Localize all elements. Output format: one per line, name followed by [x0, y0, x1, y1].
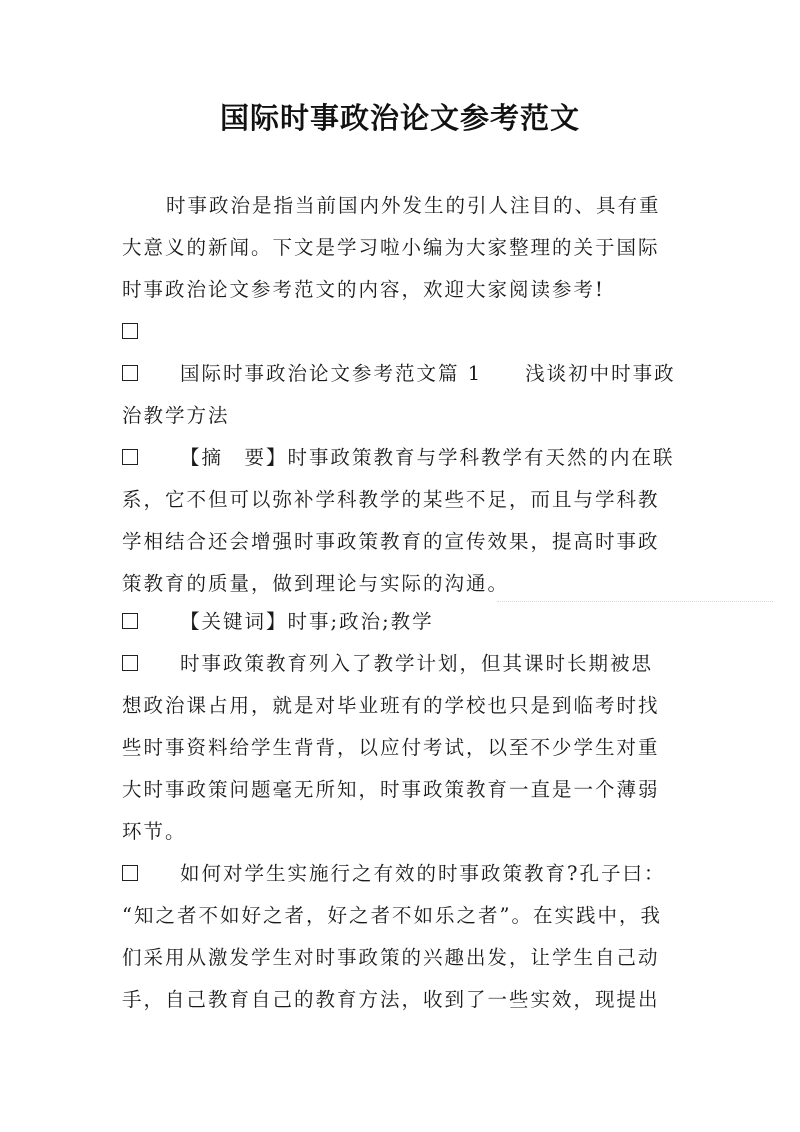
document-title: 国际时事政治论文参考范文	[219, 101, 580, 135]
checkbox-icon	[122, 655, 138, 671]
checkbox-icon	[122, 613, 138, 629]
paragraph-line: 们采用从激发学生对时事政策的兴趣出发，让学生自己动	[122, 946, 660, 969]
paragraph-line: 大时事政策问题毫无所知，时事政策教育一直是一个薄弱	[122, 778, 660, 801]
intro-line	[122, 185, 687, 227]
paragraph-line: “知之者不如好之者，好之者不如乐之者”。在实践中，我	[122, 904, 662, 927]
section-heading	[122, 353, 687, 437]
abstract-line: 【摘 要】时事政策教育与学科教学有天然的内在联	[180, 446, 675, 469]
intro-line: 大意义的新闻。下文是学习啦小编为大家整理的关于国际	[122, 236, 660, 259]
paragraph-line: 些时事资料给学生背背，以应付考试，以至不少学生对重	[122, 736, 660, 759]
intro-paragraph	[122, 185, 687, 311]
heading-text-continued: 治教学方法	[122, 404, 230, 427]
intro-line-text: 时事政治是指当前国内外发生的引人注目的、具有重	[166, 194, 661, 217]
empty-checkbox-line	[122, 311, 687, 353]
body-paragraph-2	[122, 853, 687, 1021]
intro-line: 时事政治论文参考范文的内容，欢迎大家阅读参考!	[122, 278, 605, 301]
checkbox-icon	[122, 365, 138, 381]
paragraph-line: 想政治课占用，就是对毕业班有的学校也只是到临考时找	[122, 694, 660, 717]
paragraph-line: 环节。	[122, 820, 187, 843]
body-paragraph-1	[122, 643, 687, 853]
keywords-line	[122, 601, 687, 643]
paragraph-line: 时事政策教育列入了教学计划，但其课时长期被思	[180, 652, 654, 675]
paragraph-line: 如何对学生实施行之有效的时事政策教育?孔子曰：	[180, 862, 666, 885]
keywords-text: 【关键词】时事;政治;教学	[180, 610, 434, 633]
heading-text: 国际时事政治论文参考范文篇 1 浅谈初中时事政	[180, 362, 676, 385]
paragraph-line: 手，自己教育自己的教育方法，收到了一些实效，现提出	[122, 988, 660, 1011]
abstract-line: 学相结合还会增强时事政策教育的宣传效果，提高时事政	[122, 530, 660, 553]
checkbox-icon	[122, 865, 138, 881]
abstract-paragraph	[122, 437, 687, 605]
checkbox-icon	[122, 323, 138, 339]
abstract-line: 系，它不但可以弥补学科教学的某些不足，而且与学科教	[122, 488, 660, 511]
abstract-line: 策教育的质量，做到理论与实际的沟通。	[122, 572, 510, 595]
checkbox-icon	[122, 449, 138, 465]
